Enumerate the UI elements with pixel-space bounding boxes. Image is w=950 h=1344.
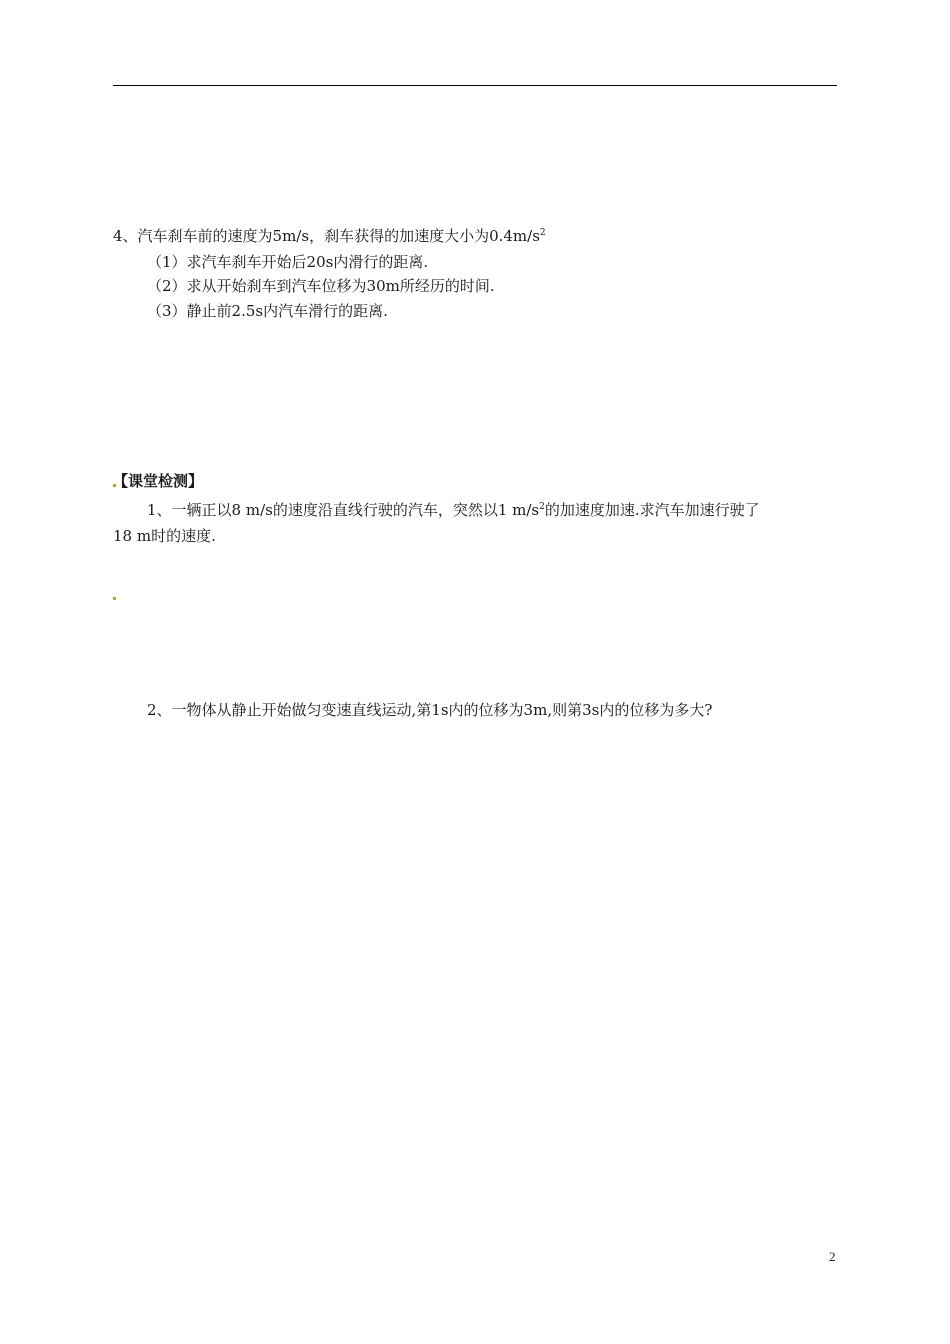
check-question-1 bbox=[147, 500, 760, 520]
check-question-1-continuation: 18 m时的速度. bbox=[113, 527, 216, 545]
page-number: 2 bbox=[829, 1249, 836, 1264]
section-heading: 【课堂检测】 bbox=[113, 472, 204, 490]
problem-4-stem bbox=[113, 226, 546, 246]
header-rule bbox=[113, 85, 837, 86]
check-question-1-exponent: 2 bbox=[539, 502, 545, 512]
problem-4-stem-text: 4、汽车刹车前的速度为5m/s，刹车获得的加速度大小为0.4m/s bbox=[113, 227, 540, 245]
check-question-1-text-b: 的加速度加速.求汽车加速行驶了 bbox=[544, 501, 760, 519]
problem-4-part-3: （3）静止前2.5s内汽车滑行的距离. bbox=[147, 302, 388, 320]
check-question-2: 2、一物体从静止开始做匀变速直线运动,第1s内的位移为3m,则第3s内的位移为多大? bbox=[147, 701, 713, 719]
problem-4-part-1: （1）求汽车刹车开始后20s内滑行的距离. bbox=[147, 253, 429, 271]
check-question-1-text-a: 1、一辆正以8 m/s的速度沿直线行驶的汽车，突然以1 m/s bbox=[147, 501, 540, 519]
answer-space-marker bbox=[113, 597, 116, 600]
problem-4-stem-exponent: 2 bbox=[539, 228, 546, 238]
problem-4-part-2: （2）求从开始刹车到汽车位移为30m所经历的时间. bbox=[147, 277, 495, 295]
